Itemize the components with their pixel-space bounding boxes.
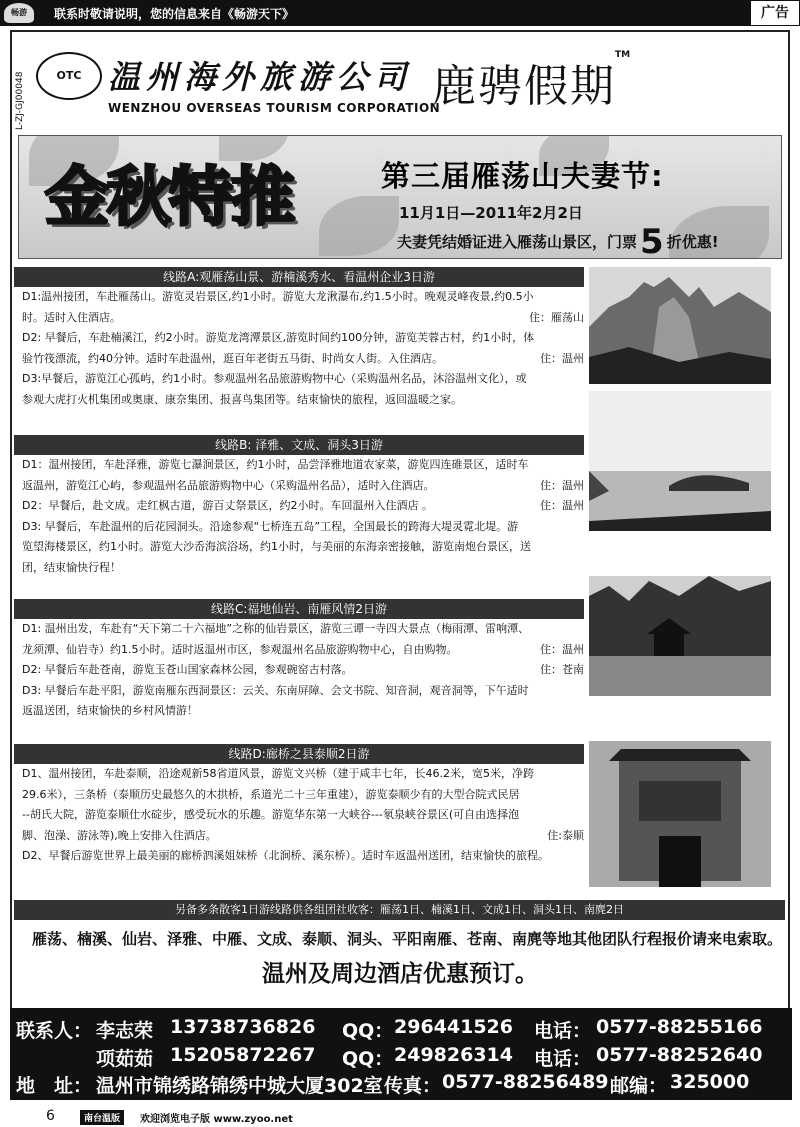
tel-1[interactable]: 0577-88255166 — [596, 1016, 763, 1038]
contact-person-2: 项茹茹 — [96, 1048, 154, 1070]
route-title: 线路B: 泽雅、文成、洞头3日游 — [14, 435, 584, 455]
stay-location: 住：温州 — [540, 642, 584, 656]
photo-dongtou-island — [589, 391, 771, 531]
hotel-note: 温州及周边酒店优惠预订。 — [262, 961, 538, 987]
stay-location: 住：温州 — [540, 351, 584, 365]
stay-location: 住：苍南 — [540, 663, 584, 676]
promo-headline: 金秋特推 — [45, 161, 293, 235]
photo-xianyan-pavilion — [589, 576, 771, 696]
route-line: D1：温州接团，车赴泽雅，游览七瀑涧景区，约1小时，品尝泽雅地道农家菜，游览四连碓景区，适时车 — [22, 458, 529, 471]
tel-2[interactable]: 0577-88252640 — [596, 1044, 763, 1066]
route-section — [14, 599, 584, 722]
edition-badge: 南台温版 — [80, 1110, 124, 1125]
otc-logo: OTC — [36, 52, 102, 100]
photo-yandang-mountains — [589, 267, 771, 384]
contact-panel — [10, 1008, 792, 1100]
address: 温州市锦绣路锦绣中城大厦302室 — [96, 1075, 383, 1097]
route-line: 参观大虎打火机集团或奥康、康奈集团、报喜鸟集团等。结束愉快的旅程，返回温暖之家。 — [22, 392, 462, 406]
photo-taishun-bridge — [589, 741, 771, 887]
stay-location: 住：雁荡山 — [529, 310, 584, 324]
fax-label: 传真： — [384, 1075, 442, 1097]
route-line: 住：温州 验竹筏漂流，约40分钟。适时车赴温州，逛百年老街五马街、时尚女人街。入住酒店。 — [14, 349, 584, 370]
source-notice: 联系时敬请说明，您的信息来自《畅游天下》 — [54, 7, 295, 21]
route-line: D2、早餐后游览世界上最美丽的廊桥泗溪姐妹桥（北涧桥、溪东桥）。适时车返温州送团，结束愉快的旅程。 — [22, 849, 549, 862]
route-line: D2: 早餐后，车赴楠溪江，约2小时。游览龙湾潭景区,游览时间约100分钟，游览芙蓉古村，约1小时，体 — [22, 331, 535, 344]
route-line: D1、温州接团，车赴泰顺，沿途观新58省道风景，游览文兴桥（建于咸丰七年，长46.2米，宽5米，净跨 — [22, 767, 534, 780]
qq-label-2: QQ： — [342, 1048, 394, 1070]
qq-2: 249826314 — [394, 1044, 513, 1066]
route-line: 29.6米），三条桥（泰顺历史最悠久的木拱桥，系道光二十三年重建），游览泰顺少有的大型合院式民居 — [22, 787, 520, 801]
page-footer — [0, 1100, 800, 1127]
route-title: 线路A:观雁荡山景、游楠溪秀水、看温州企业3日游 — [14, 267, 584, 287]
contact-label: 联系人： — [16, 1020, 93, 1042]
ad-label: 广告 — [750, 0, 800, 26]
phone-2[interactable]: 15205872267 — [170, 1044, 316, 1066]
stay-location: 住:泰顺 — [547, 828, 584, 842]
route-line: 返温送团，结束愉快的乡村风情游！ — [22, 704, 198, 717]
zip-code: 325000 — [670, 1071, 750, 1093]
route-line: 住：温州 返温州，游览江心屿，参观温州名品旅游购物中心（采购温州名品），适时入住酒店。 — [14, 476, 584, 497]
website-note[interactable]: 欢迎浏览电子版 www.zyoo.net — [140, 1114, 293, 1125]
qq-label-1: QQ： — [342, 1020, 394, 1042]
company-name-cn: 温州海外旅游公司 — [108, 58, 413, 96]
route-section — [14, 267, 584, 410]
route-line: D3:早餐后，游览江心孤屿，约1小时。参观温州名品旅游购物中心（采购温州名品，沐浴温州文化），或 — [22, 372, 527, 385]
route-title: 线路D:廊桥之县泰顺2日游 — [14, 744, 584, 764]
festival-title: 第三届雁荡山夫妻节: — [381, 159, 664, 193]
route-line: 住：雁荡山 时。适时入住酒店。 — [14, 308, 584, 329]
zip-label: 邮编： — [610, 1075, 668, 1097]
page-number: 6 — [46, 1108, 55, 1124]
extra-routes: 另备多条散客1日游线路供各组团社收客：雁荡1日、楠溪1日、文成1日、洞头1日、南麂2日 — [14, 900, 785, 920]
top-bar — [0, 0, 800, 26]
company-name-en: WENZHOU OVERSEAS TOURISM CORPORATION — [108, 101, 441, 115]
route-line: --胡氏大院，游览泰顺仕水碇步，感受玩水的乐趣。游览华东第一大峡谷---氡泉峡谷景区(可自由选择泡 — [22, 808, 520, 821]
route-line: 览望海楼景区，约1小时。游览大沙岙海滨浴场，约1小时，与美丽的东海亲密接触，游览南炮台景区，送 — [22, 540, 531, 553]
fax: 0577-88256489 — [442, 1071, 609, 1093]
magazine-logo: 畅游 — [4, 3, 34, 23]
route-line: D3: 早餐后车赴平阳，游览南雁东西洞景区：云关、东南屏障、会文书院、知音洞，观音洞等，下午适时 — [22, 683, 529, 697]
route-line: D1: 温州出发，车赴有“天下第二十六福地”之称的仙岩景区，游览三谭一寺四大景点（梅雨潭、雷响潭、 — [22, 622, 530, 635]
regions-note: 雁荡、楠溪、仙岩、泽雅、中雁、文成、泰顺、洞头、平阳南雁、苍南、南麂等地其他团队行程报价请来电索取。 — [32, 930, 783, 948]
route-line: 团，结束愉快行程！ — [22, 560, 121, 574]
tel-label-1: 电话： — [534, 1020, 592, 1042]
license-code: L-ZJ-GJ00048 — [15, 71, 25, 130]
tel-label-2: 电话： — [534, 1048, 592, 1070]
route-line: 住:泰顺 脚、泡澡、游泳等),晚上安排入住酒店。 — [14, 826, 584, 847]
route-title: 线路C:福地仙岩、南雁风情2日游 — [14, 599, 584, 619]
stay-location: 住：温州 — [540, 478, 584, 492]
qq-1: 296441526 — [394, 1016, 513, 1038]
route-line: 住：温州 D2：早餐后，赴文成。走红枫古道，游百丈祭景区，约2小时。车回温州入住酒店 。 — [14, 496, 584, 517]
festival-deal: 夫妻凭结婚证进入雁荡山景区，门票5 折优惠! — [397, 222, 719, 259]
phone-1[interactable]: 13738736826 — [170, 1016, 316, 1038]
route-section — [14, 435, 584, 578]
route-line: D3: 早餐后，车赴温州的后花园洞头。沿途参观“七桥连五岛”工程，全国最长的跨海大堤灵霓北堤。游 — [22, 519, 519, 533]
brand-logo: 鹿骋假期 — [432, 61, 616, 112]
promo-banner — [18, 135, 782, 259]
festival-dates: 11月1日—2011年2月2日 — [399, 204, 583, 222]
route-line: 住：温州 龙须潭、仙岩寺）约1.5小时。适时返温州市区，参观温州名品旅游购物中心，自由购物。 — [14, 640, 584, 661]
route-section — [14, 744, 584, 867]
route-line: D1:温州接团，车赴雁荡山。游览灵岩景区,约1小时。游览大龙湫瀑布,约1.5小时。晚观灵峰夜景,约0.5小 — [22, 290, 534, 303]
trademark-mark: TM — [615, 50, 631, 60]
contact-person-1: 李志荣 — [96, 1020, 154, 1042]
discount-number: 5 — [640, 222, 664, 259]
address-label: 地 址： — [16, 1075, 93, 1097]
stay-location: 住：温州 — [540, 499, 584, 512]
route-line: 住：苍南 D2: 早餐后车赴苍南，游览玉苍山国家森林公园，参观碗窑古村落。 — [14, 660, 584, 681]
